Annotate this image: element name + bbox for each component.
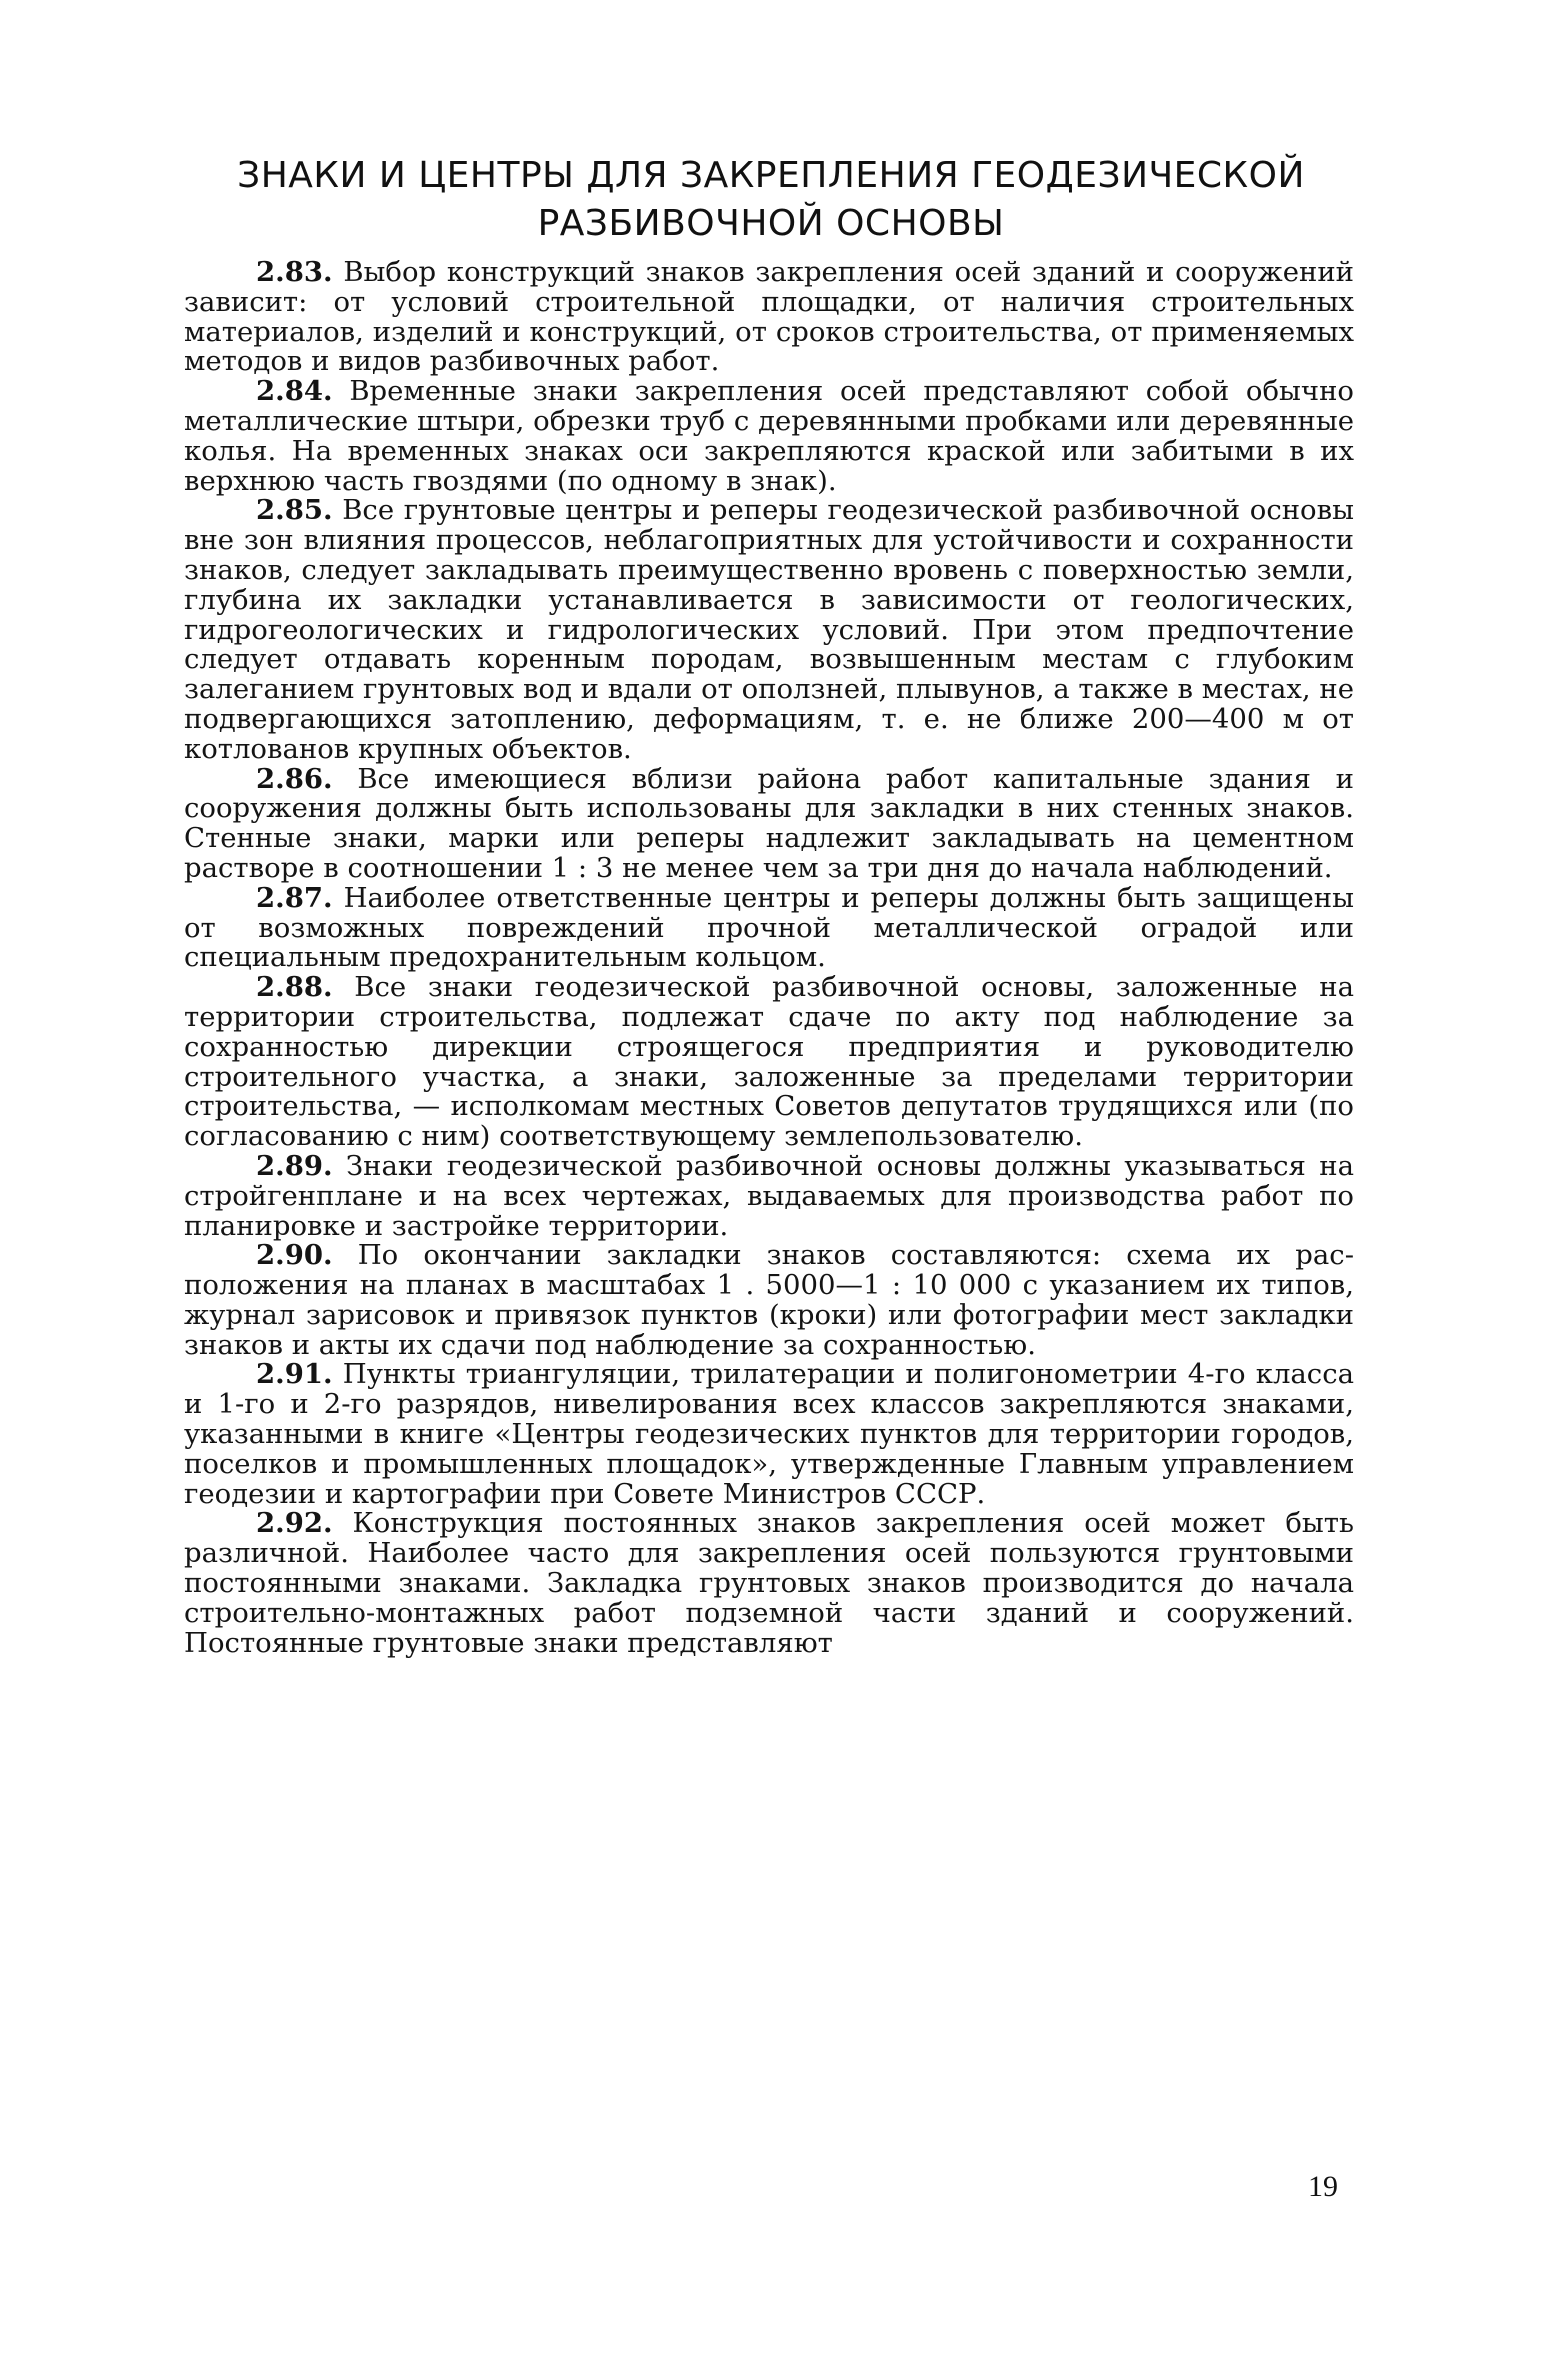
paragraph-number: 2.87. [256,881,333,914]
paragraph-2-87 [184,881,1354,974]
paragraph-2-91 [184,1360,1354,1509]
paragraph-text: Пункты триангуляции, трилатерации и полигонометрии 4-го класса и 1-го и 2-го разрядов, нивелирования всех классов закрепляются знаками, указанными в книге «Центры геодезических пунктов для территории городов, поселков и промышленных площадок», утвержденные Главным управлением геодезии и картографии при Совете Министров СССР. [184,1358,1355,1510]
paragraph-number: 2.90. [256,1239,333,1272]
paragraph-text: По окончании закладки знаков составляются: схема их расположения на планах в масштабах 1 . 5000—1 : 10 000 с указанием их типов, журнал зарисовок и привязок пунктов (кроки) или фотографии мест закладки знаков и акты их сдачи под наблюдение за сохранностью. [184,1239,1354,1361]
paragraph-number: 2.91. [256,1358,333,1391]
paragraph-2-84 [184,377,1354,496]
paragraph-text: Знаки геодезической разбивочной основы должны указываться на стройгенплане и на всех чертежах, выдаваемых для производства работ по планировке и застройке территории. [184,1149,1354,1242]
paragraph-text: Выбор конструкций знаков закрепления осей зданий и сооружений зависит: от условий строительной площадки, от наличия строительных материалов, изделий и конструкций, от сроков строительства, от применяемых методов и видов разбивочных работ. [184,256,1354,378]
paragraph-2-90 [184,1241,1354,1360]
section-heading-line-1: ЗНАКИ И ЦЕНТРЫ ДЛЯ ЗАКРЕПЛЕНИЯ ГЕОДЕЗИЧЕСКОЙ [237,155,1305,196]
paragraph-number: 2.85. [256,494,333,527]
paragraph-2-92 [184,1509,1354,1658]
paragraph-number: 2.88. [256,971,333,1004]
paragraph-text: Конструкция постоянных знаков закрепления осей может быть различной. Наиболее часто для закрепления осей пользуются грунтовыми постоянными знаками. Закладка грунтовых знаков производится до начала строительно-монтажных работ подземной части зданий и сооружений. Постоянные грунтовые знаки представляют [184,1507,1354,1659]
paragraph-text: Все грунтовые центры и реперы геодезической разбивочной основы вне зон влияния процессов, неблагоприятных для устойчивости и сохранности знаков, следует закладывать преимущественно вровень с поверхностью земли, глубина их закладки устанавливается в зависимости от геологических, гидрогеологических и гидрологических условий. При этом предпочтение следует отдавать коренным породам, возвышенным местам с глубоким залеганием грунтовых вод и вдали от оползней, плывунов, а также в местах, не подвергающихся затоплению, деформациям, т. е. не ближе 200—400 м от котлованов крупных объектов. [184,494,1354,765]
paragraph-2-85 [184,496,1354,764]
paragraph-number: 2.86. [256,762,333,795]
section-heading-line-2: РАЗБИВОЧНОЙ ОСНОВЫ [537,203,1005,244]
paragraph-text: Наиболее ответственные центры и реперы должны быть защищены от возможных повреждений прочной металлической оградой или специальным предохранительным кольцом. [184,881,1354,974]
body-text [184,258,1354,1658]
paragraph-number: 2.83. [256,256,333,288]
paragraph-number: 2.92. [256,1507,333,1540]
paragraph-2-83 [184,258,1354,377]
paragraph-number: 2.89. [256,1149,333,1182]
section-heading [120,152,1422,248]
paragraph-2-88 [184,973,1354,1152]
paragraph-text: Временные знаки закрепления осей представляют собой обычно металлические штыри, обрезки труб с деревянными пробками или деревянные колья. На временных знаках оси закрепляются краской или забитыми в их верхнюю часть гвоздями (по одному в знак). [184,375,1354,497]
page-number: 19 [1308,2170,1338,2203]
paragraph-2-89 [184,1149,1354,1242]
paragraph-text: Все знаки геодезической разбивочной основы, заложенные на территории строительства, подлежат сдаче по акту под наблюдение за сохранностью дирекции строящегося предприятия и руководителю строительного участка, а знаки, заложенные за пределами территории строительства, — исполкомам местных Советов депутатов трудящихся или (по согласованию с ним) соответствующему землепользователю. [184,971,1354,1153]
paragraph-number: 2.84. [256,375,333,408]
paragraph-2-86 [184,762,1354,884]
paragraph-text: Все имеющиеся вблизи района работ капитальные здания и сооружения должны быть использованы для закладки в них стенных знаков. Стенные знаки, марки или реперы надлежит закладывать на цементном растворе в соотношении 1 : 3 не менее чем за три дня до начала наблюдений. [184,762,1354,884]
